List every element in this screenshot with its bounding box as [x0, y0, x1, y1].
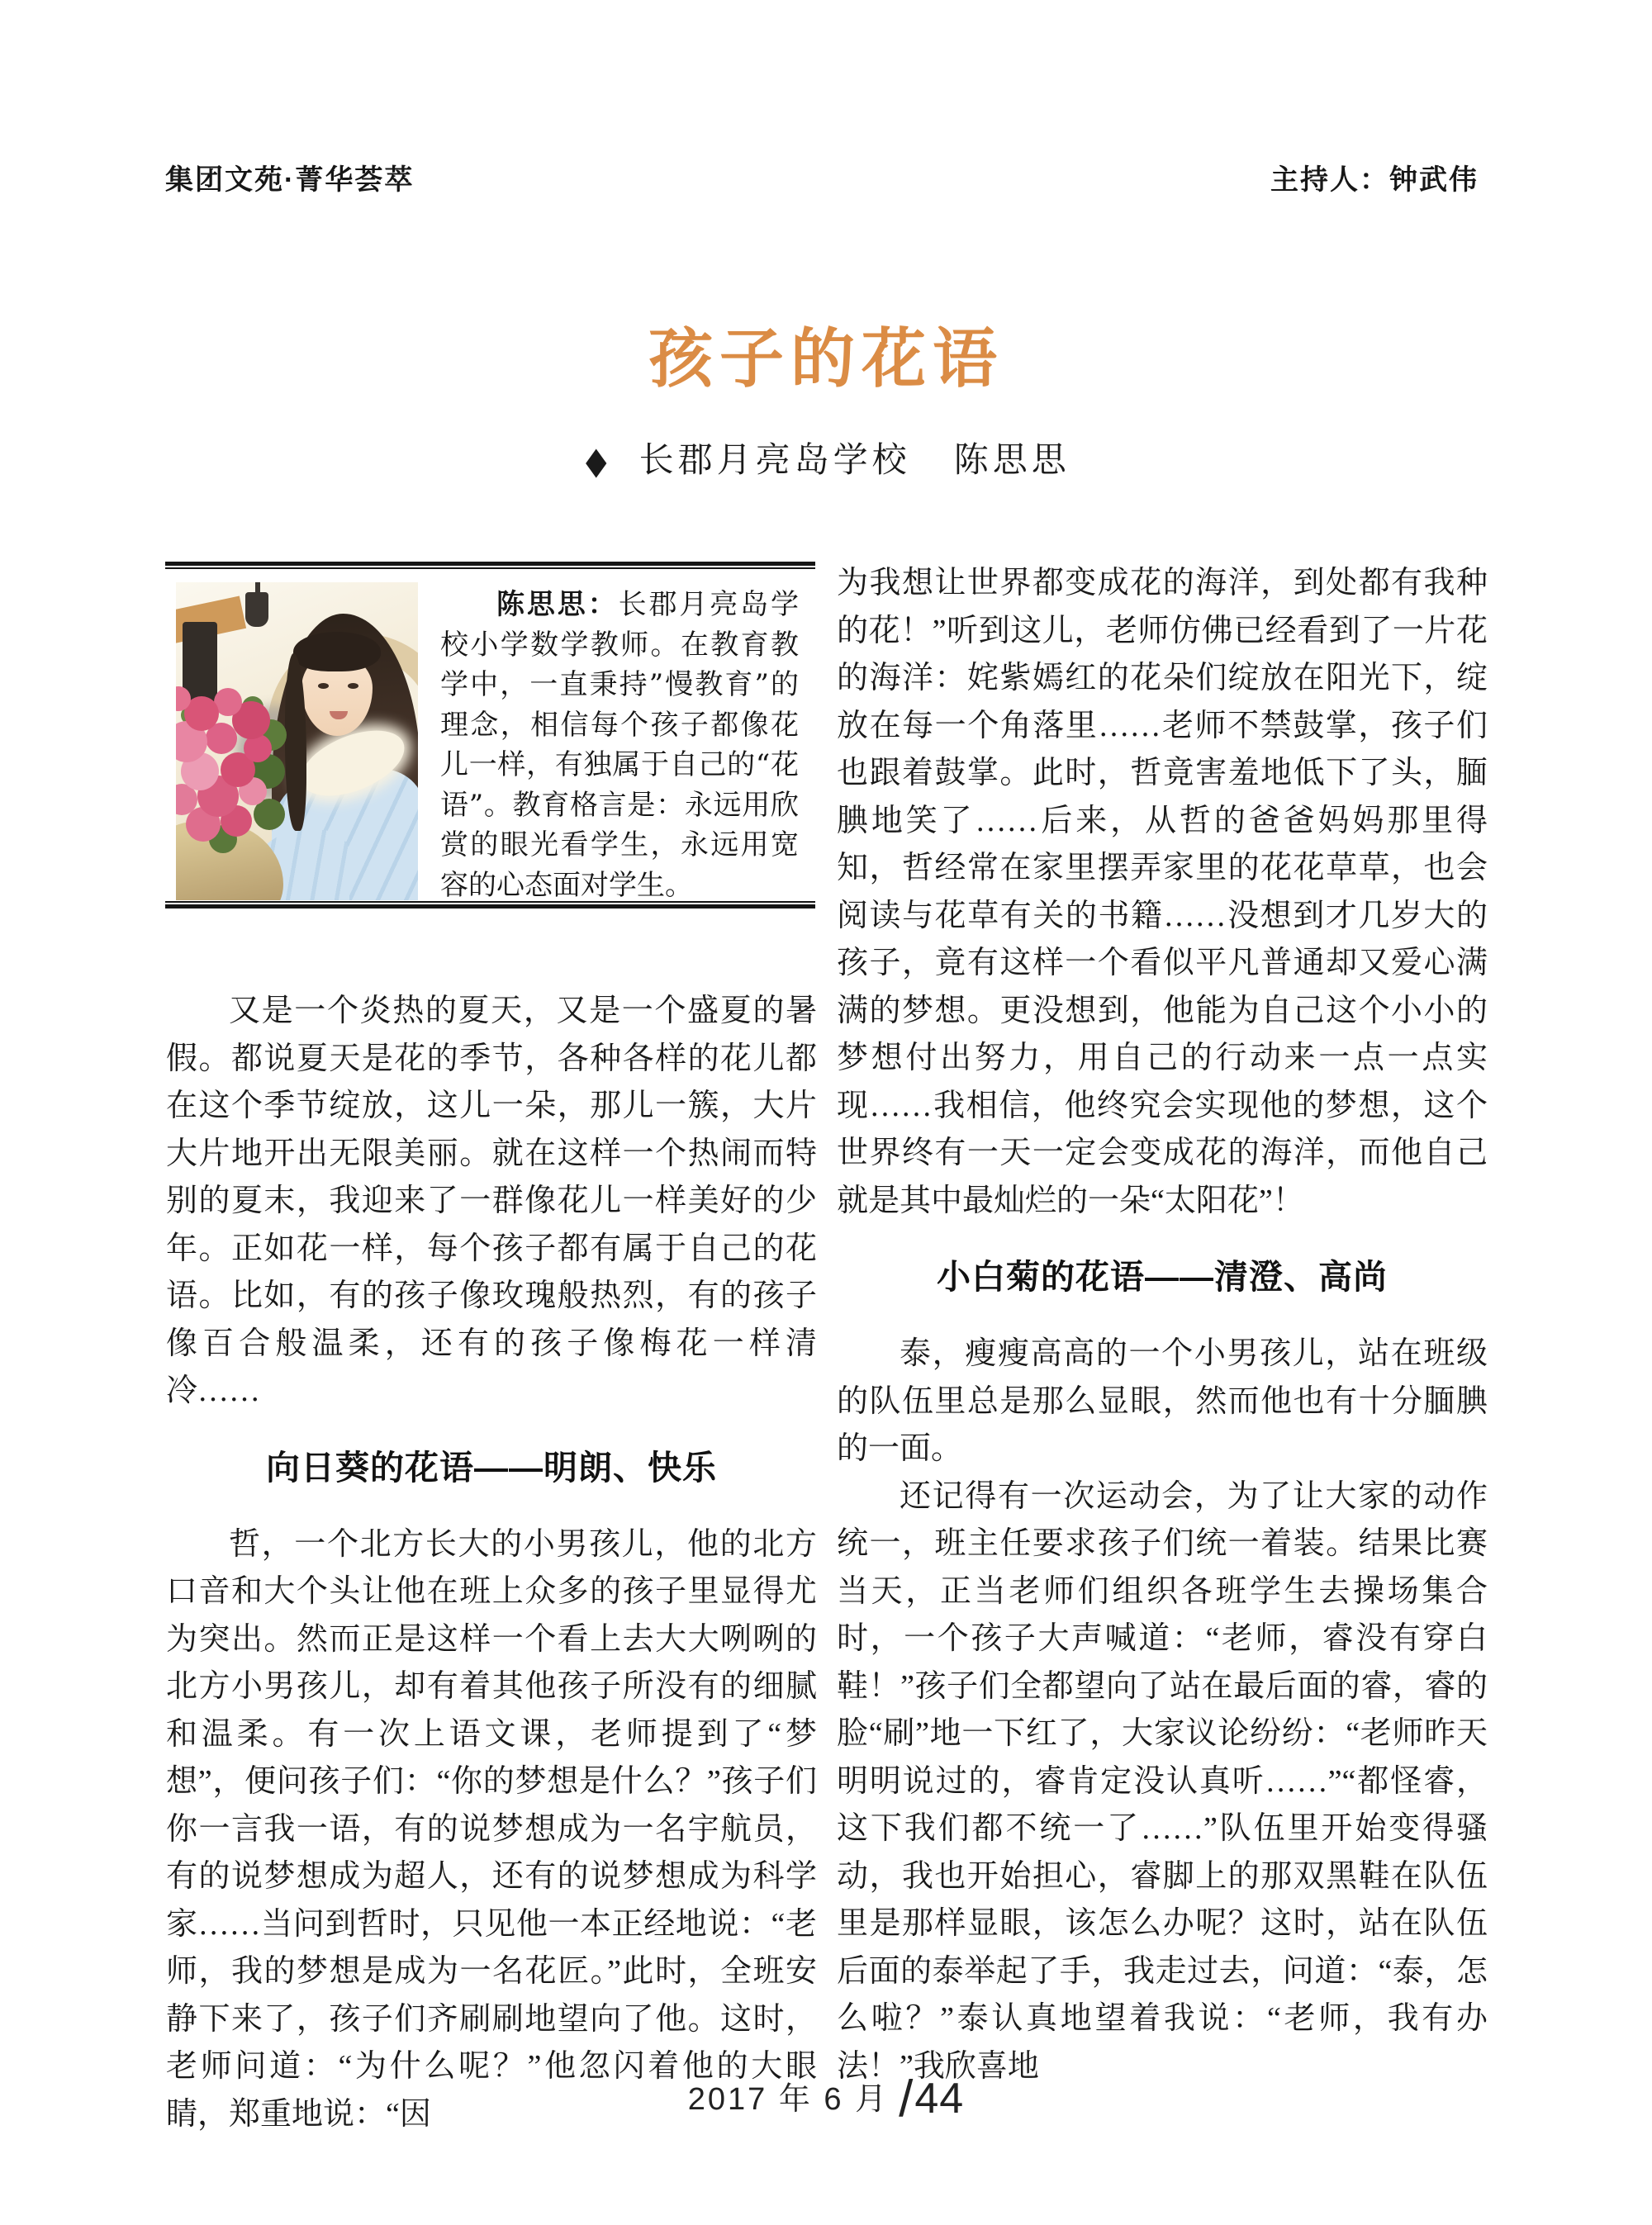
- author-bio-name: 陈思思：: [496, 588, 619, 621]
- header-host: 主持人：钟武伟: [1270, 164, 1479, 196]
- photo-wall-lamp: [245, 592, 268, 627]
- page-header: [165, 157, 1479, 197]
- photo-right-eye: [348, 683, 358, 689]
- body-paragraph: 为我想让世界都变成花的海洋，到处都有我种的花！”听到这儿，老师仿佛已经看到了一片花的海洋：姹紫嫣红的花朵们绽放在阳光下，绽放在每一个角落里……老师不禁鼓掌，孩子们也跟着鼓掌。此时，哲竟害羞地低下了头，腼腆地笑了……后来，从哲的爸爸妈妈那里得知，哲经常在家里摆弄家里的花花草草，也会阅读与花草有关的书籍……没想到才几岁大的孩子，竟有这样一个看似平凡普通却又爱心满满的梦想。更没想到，他能为自己这个小小的梦想付出努力，用自己的行动来一点一点实现……我相信，他终究会实现他的梦想，这个世界终有一天一定会变成花的海洋，而他自己就是其中最灿烂的一朵“太阳花”！: [837, 566, 1488, 1218]
- photo-stone-planter: [176, 822, 283, 900]
- page-footer: [0, 2070, 1652, 2128]
- photo-bangs: [293, 632, 381, 671]
- body-paragraph: 泰，瘦瘦高高的一个小男孩儿，站在班级的队伍里总是那么显眼，然而他也有十分腼腆的一面。: [837, 1336, 1488, 1466]
- author-photo: [176, 582, 418, 900]
- header-section-title: 集团文苑·菁华荟萃: [165, 164, 415, 196]
- footer-date: 2017 年 6 月: [687, 2082, 890, 2117]
- right-column: [837, 560, 1488, 2090]
- bio-box-bottom-rule: [165, 901, 815, 909]
- diamond-icon: ◆: [586, 439, 607, 482]
- byline-school: 长郡月亮岛学校: [638, 442, 911, 480]
- body-paragraph: 又是一个炎热的夏天，又是一个盛夏的暑假。都说夏天是花的季节，各种各样的花儿都在这个季节绽放，这儿一朵，那儿一簇，大片大片地开出无限美丽。就在这样一个热闹而特别的夏末，我迎来了一群像花儿一样美好的少年。正如花一样，每个孩子都有属于自己的花语。比如，有的孩子像玫瑰般热烈，有的孩子像百合般温柔，还有的孩子像梅花一样清冷……: [166, 994, 817, 1408]
- section-heading-daisy: 小白菊的花语——清澄、高尚: [937, 1258, 1388, 1296]
- byline-author: 陈思思: [953, 442, 1070, 480]
- section-heading-sunflower: 向日葵的花语——明朗、快乐: [266, 1448, 717, 1487]
- author-bio: [440, 585, 799, 905]
- body-paragraph: 哲，一个北方长大的小男孩儿，他的北方口音和大个头让他在班上众多的孩子里显得尤为突出。然而正是这样一个看上去大大咧咧的北方小男孩儿，却有着其他孩子所没有的细腻和温柔。有一次上语文课，老师提到了“梦想”，便问孩子们：“你的梦想是什么？”孩子们你一言我一语，有的说梦想成为一名宇航员，有的说梦想成为超人，还有的说梦想成为科学家……当问到哲时，只见他一本正经地说：“老师，我的梦想是成为一名花匠。”此时，全班安静下来了，孩子们齐刷刷地望向了他。这时，老师问道：“为什么呢？”他忽闪着他的大眼睛，郑重地说：“因: [166, 1526, 817, 2132]
- bio-box-top-rule: [165, 562, 815, 569]
- article-title: 孩子的花语: [648, 321, 1004, 396]
- photo-left-eye: [318, 683, 329, 689]
- footer-slash: /: [899, 2071, 914, 2128]
- footer-page-number: 44: [914, 2075, 965, 2123]
- left-column: [166, 988, 817, 2138]
- byline: [0, 433, 1652, 482]
- body-paragraph: 还记得有一次运动会，为了让大家的动作统一，班主任要求孩子们统一着装。结果比赛当天，正当老师们组织各班学生去操场集合时，一个孩子大声喊道：“老师，睿没有穿白鞋！”孩子们全都望向了站在最后面的睿，睿的脸“刷”地一下红了，大家议论纷纷：“老师昨天明明说过的，睿肯定没认真听……”“都怪睿，这下我们都不统一了……”队伍里开始变得骚动，我也开始担心，睿脚上的那双黑鞋在队伍里是那样显眼，该怎么办呢？这时，站在队伍后面的泰举起了手，我走过去，问道：“泰，怎么啦？”泰认真地望着我说：“老师，我有办法！”我欣喜地: [837, 1478, 1488, 2084]
- author-bio-text: 长郡月亮岛学校小学数学教师。在教育教学中，一直秉持”慢教育”的理念，相信每个孩子都像花儿一样，有独属于自己的“花语”。教育格言是：永远用欣赏的眼光看学生，永远用宽容的心态面对学生。: [440, 588, 800, 902]
